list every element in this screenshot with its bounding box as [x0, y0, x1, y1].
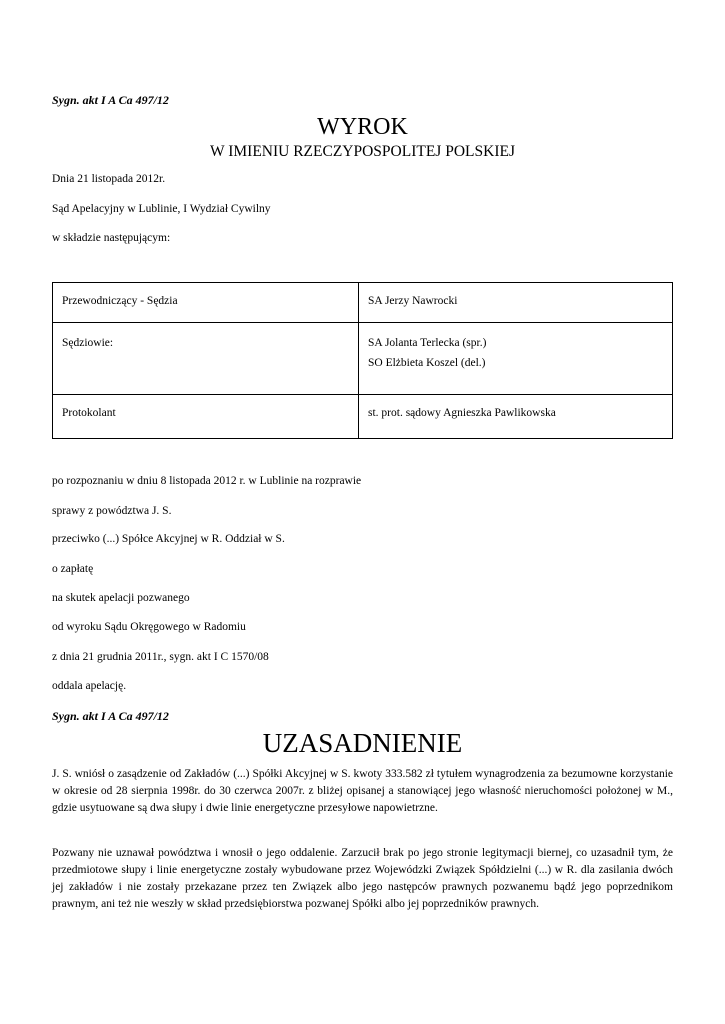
- panel-role: Sędziowie:: [53, 323, 359, 395]
- panel-row: [53, 323, 673, 395]
- judgment-date: Dnia 21 listopada 2012r.: [52, 173, 166, 185]
- judgment-title: WYROK: [317, 114, 408, 140]
- proceedings-line: sprawy z powództwa J. S.: [52, 505, 172, 517]
- panel-members: st. prot. sądowy Agnieszka Pawlikowska: [359, 395, 673, 439]
- composition-label: w składzie następującym:: [52, 232, 171, 244]
- proceedings-line: z dnia 21 grudnia 2011r., sygn. akt I C 1570/08: [52, 651, 269, 663]
- justification-paragraph: Pozwany nie uznawał powództwa i wnosił o jego oddalenie. Zarzucił brak po jego stronie legitymacji biernej, co uzasadnił tym, że przedmiotowe słupy i linie energetyczne zostały wybudowane przez Wojewódzki Związek Spółdzielni (...) w R. dla zasilania dwóch jej zakładów i nie zostały przekazane przez ten Związek albo jego następców prawnych pozwanemu bądź jego poprzednikom prawnym, ani też nie weszły w skład przedsiębiorstwa pozwanej Spółki albo jej poprzedników prawnych.: [52, 847, 673, 910]
- proceedings-line: przeciwko (...) Spółce Akcyjnej w R. Oddział w S.: [52, 533, 285, 545]
- panel-members: SA Jolanta Terlecka (spr.) SO Elżbieta Koszel (del.): [359, 323, 673, 395]
- proceedings-line: na skutek apelacji pozwanego: [52, 592, 190, 604]
- panel-role: Protokolant: [53, 395, 359, 439]
- panel-members: SA Jerzy Nawrocki: [359, 283, 673, 323]
- proceedings-line: od wyroku Sądu Okręgowego w Radomiu: [52, 621, 246, 633]
- case-signature: Sygn. akt I A Ca 497/12: [52, 709, 169, 723]
- proceedings-line: po rozpoznaniu w dniu 8 listopada 2012 r. w Lublinie na rozprawie: [52, 475, 362, 487]
- ruling-line: oddala apelację.: [52, 680, 127, 692]
- case-signature: Sygn. akt I A Ca 497/12: [52, 93, 169, 107]
- court-panel-table: [52, 282, 673, 439]
- panel-row: [53, 395, 673, 439]
- court-name: Sąd Apelacyjny w Lublinie, I Wydział Cywilny: [52, 203, 271, 215]
- judgment-subtitle: W IMIENIU RZECZYPOSPOLITEJ POLSKIEJ: [210, 143, 515, 160]
- panel-row: [53, 283, 673, 323]
- justification-paragraph: J. S. wniósł o zasądzenie od Zakładów (...) Spółki Akcyjnej w S. kwoty 333.582 zł tytułem wynagrodzenia za bezumowne korzystanie w okresie od 28 sierpnia 1998r. do 30 czerwca 2007r. z bliżej opisanej a stanowiącej jego własność nieruchomości położonej w M., gdzie usytuowane są dwa słupy i dwie linie energetyczne przesyłowe napowietrzne.: [52, 768, 673, 814]
- justification-title: UZASADNIENIE: [262, 728, 463, 758]
- proceedings-line: o zapłatę: [52, 563, 94, 575]
- panel-role: Przewodniczący - Sędzia: [53, 283, 359, 323]
